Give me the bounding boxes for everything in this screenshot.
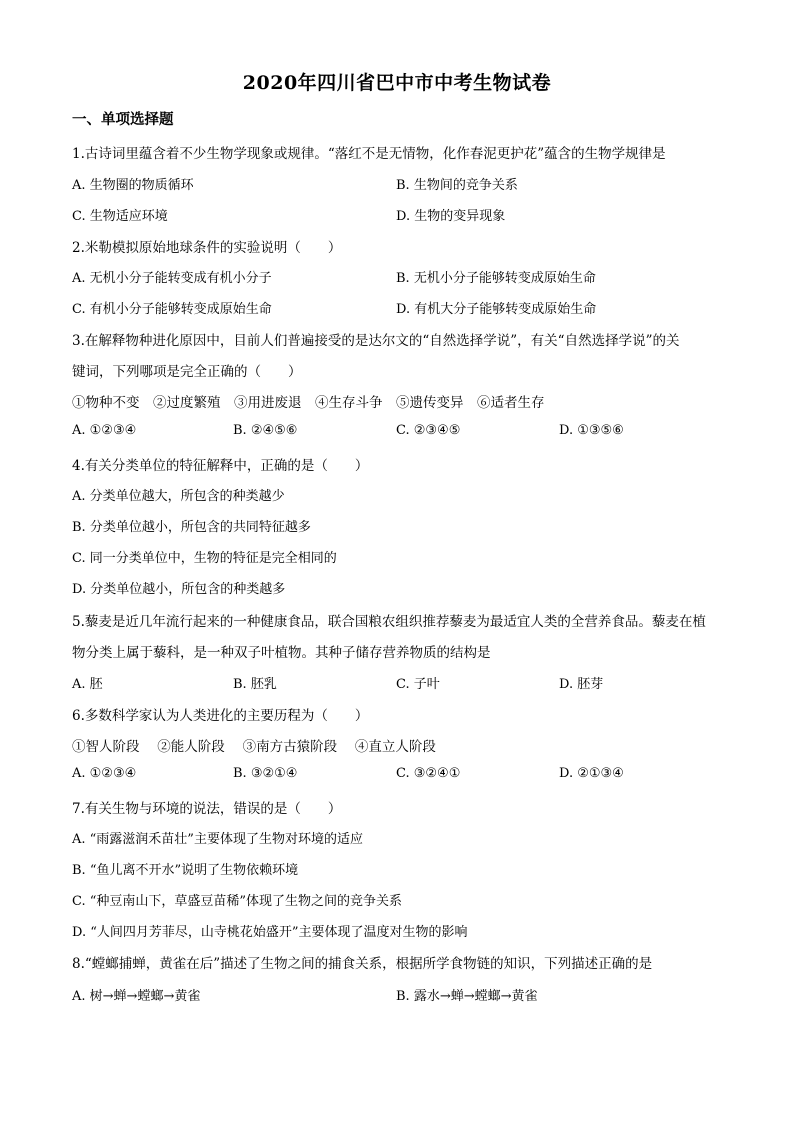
question-3-stem-line-2: 键词，下列哪项是完全正确的（ ） (72, 364, 302, 380)
question-7-option-b[interactable]: B. “鱼儿离不开水”说明了生物依赖环境 (72, 863, 299, 878)
question-3-option-c[interactable]: C. ②③④⑤ (396, 423, 461, 438)
question-5-option-b[interactable]: B. 胚乳 (233, 677, 277, 692)
question-7-option-c[interactable]: C. “种豆南山下，草盛豆苗稀”体现了生物之间的竞争关系 (72, 894, 403, 909)
question-7-stem: 7.有关生物与环境的说法，错误的是（ ） (72, 801, 342, 817)
question-4-option-d[interactable]: D. 分类单位越小，所包含的种类越多 (72, 582, 286, 597)
question-1-option-b[interactable]: B. 生物间的竞争关系 (396, 178, 518, 193)
question-6-option-a[interactable]: A. ①②③④ (72, 766, 137, 781)
question-3-stem-line-3: ①物种不变 ②过度繁殖 ③用进废退 ④生存斗争 ⑤遗传变异 ⑥适者生存 (72, 395, 545, 411)
question-5-stem-line-1: 5.藜麦是近几年流行起来的一种健康食品，联合国粮农组织推荐藜麦为最适宜人类的全营养食品。藜麦在植 (72, 614, 706, 630)
question-7-option-d[interactable]: D. “人间四月芳菲尽，山寺桃花始盛开”主要体现了温度对生物的影响 (72, 925, 468, 940)
question-2-option-b[interactable]: B. 无机小分子能够转变成原始生命 (396, 271, 596, 286)
question-6-stem-line-2: ①智人阶段 ②能人阶段 ③南方古猿阶段 ④直立人阶段 (72, 739, 436, 755)
question-3-option-b[interactable]: B. ②④⑤⑥ (233, 423, 298, 438)
question-4-option-a[interactable]: A. 分类单位越大，所包含的种类越少 (72, 489, 285, 504)
question-5-option-d[interactable]: D. 胚芽 (559, 677, 604, 692)
question-3-option-a[interactable]: A. ①②③④ (72, 423, 137, 438)
question-1-option-d[interactable]: D. 生物的变异现象 (396, 209, 506, 224)
question-2-option-d[interactable]: D. 有机大分子能够转变成原始生命 (396, 302, 597, 317)
question-4-option-c[interactable]: C. 同一分类单位中，生物的特征是完全相同的 (72, 551, 337, 566)
question-5-option-c[interactable]: C. 子叶 (396, 677, 440, 692)
question-5-option-a[interactable]: A. 胚 (72, 677, 103, 692)
question-6-option-d[interactable]: D. ②①③④ (559, 766, 624, 781)
question-6-stem: 6.多数科学家认为人类进化的主要历程为（ ） (72, 708, 369, 724)
question-1-option-a[interactable]: A. 生物圈的物质循环 (72, 178, 194, 193)
question-3-stem-line-1: 3.在解释物种进化原因中，目前人们普遍接受的是达尔文的“自然选择学说”，有关“自然选择学说”的关 (72, 333, 680, 349)
question-5-stem-line-2: 物分类上属于藜科，是一种双子叶植物。其种子储存营养物质的结构是 (72, 645, 491, 661)
section-heading: 一、单项选择题 (72, 111, 174, 128)
question-3-option-d[interactable]: D. ①③⑤⑥ (559, 423, 624, 438)
question-2-option-c[interactable]: C. 有机小分子能够转变成原始生命 (72, 302, 272, 317)
question-8-option-b[interactable]: B. 露水→蝉→螳螂→黄雀 (396, 989, 538, 1004)
question-8-option-a[interactable]: A. 树→蝉→螳螂→黄雀 (72, 989, 201, 1004)
question-6-option-b[interactable]: B. ③②①④ (233, 766, 298, 781)
page-title: 2020年四川省巴中市中考生物试卷 (242, 72, 552, 94)
question-6-option-c[interactable]: C. ③②④① (396, 766, 461, 781)
question-8-stem: 8.“螳螂捕蝉，黄雀在后”描述了生物之间的捕食关系，根据所学食物链的知识，下列描述正确的是 (72, 956, 653, 972)
question-4-stem: 4.有关分类单位的特征解释中，正确的是（ ） (72, 458, 369, 474)
question-1-option-c[interactable]: C. 生物适应环境 (72, 209, 168, 224)
question-2-stem: 2.米勒模拟原始地球条件的实验说明（ ） (72, 240, 342, 256)
question-4-option-b[interactable]: B. 分类单位越小，所包含的共同特征越多 (72, 520, 311, 535)
question-1-stem: 1.古诗词里蕴含着不少生物学现象或规律。“落红不是无情物，化作春泥更护花”蕴含的生物学规律是 (72, 146, 666, 162)
question-2-option-a[interactable]: A. 无机小分子能转变成有机小分子 (72, 271, 272, 286)
question-7-option-a[interactable]: A. “雨露滋润禾苗壮”主要体现了生物对环境的适应 (72, 832, 363, 847)
